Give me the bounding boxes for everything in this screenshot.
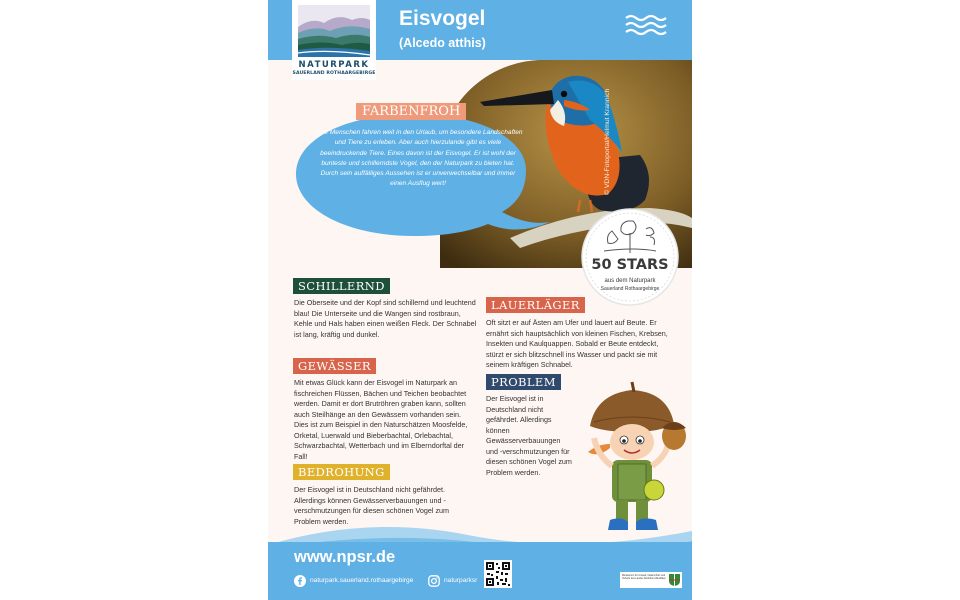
badge-title: 50 STARS — [591, 257, 669, 273]
instagram-icon[interactable] — [428, 575, 440, 587]
section-label-farbenfroh: FARBENFROH — [356, 103, 466, 120]
ministry-logo[interactable] — [620, 572, 682, 588]
section-text-problem: Der Eisvogel ist in Deutschland nicht gefährdet. Allerdings können Gewässerverbauungen und -verschmutzungen für diesen schönen Vogel zum Problem werden. — [486, 394, 572, 477]
ministry-name: Ministerium für Umwelt, Naturschutz und Verkehr des Landes Nordrhein-Westfalen — [622, 574, 666, 580]
waves-icon — [624, 13, 668, 37]
website-link[interactable]: www.npsr.de — [294, 548, 396, 566]
section-label-problem: PROBLEM — [486, 374, 561, 390]
badge-line2: Sauerland Rothaargebirge — [600, 286, 660, 292]
instagram-handle[interactable]: naturparksr — [444, 577, 478, 584]
section-label-schillernd: SCHILLERND — [293, 278, 390, 294]
facebook-icon[interactable] — [294, 575, 306, 587]
naturpark-logo[interactable] — [292, 0, 376, 80]
section-label-gewaesser: GEWÄSSER — [293, 358, 376, 374]
photo-credit: © VDN-Fotoportal/Helmut Krannich — [604, 88, 611, 195]
page-title: Eisvogel — [399, 7, 486, 30]
section-label-lauerlaeger: LAUERLÄGER — [486, 297, 585, 313]
section-text-lauerlaeger: Oft sitzt er auf Ästen am Ufer und lauert auf Beute. Er ernährt sich hauptsächlich von kleinen Fischen, Krebsen, Insekten und Kaulquappen. Sobald er Beute entdeckt, stürzt er sich blitzschnell ins Wasser und packt sie mit seinem kräftigen Schnabel. — [486, 318, 668, 369]
section-text-gewaesser: Mit etwas Glück kann der Eisvogel im Naturpark an fischreichen Flüssen, Bächen und Teichen beobachtet werden. Damit er dort Brutröhren graben kann, sollten auch Steilhänge an den Gewässern vorhanden sein. Dies ist zum Beispiel in den Naturschätzen Moosfelde, Orketal, Luerwald und Bieberbachtal, Orlebachtal, Schwarzbachtal, Wetterbach und im Elberndorftal der Fall! — [294, 378, 468, 461]
intro-text: Viele Menschen fahren weit in den Urlaub, um besondere Landschaften und Tiere zu erleben. Aber auch hierzulande gibt es viele beeindruckende Tiere. Eines davon ist der Eisvogel. Er ist wohl der bunteste und schillerndste Vogel, den der Naturpark zu bieten hat. Durch sein auffälliges Aussehen ist er unverwechselbar und immer einen Ausflug wert! — [313, 129, 523, 188]
mountain-landscape-icon — [298, 5, 370, 57]
qr-code-icon[interactable] — [484, 560, 512, 588]
intro-speech-bubble — [292, 100, 562, 246]
section-label-bedrohung: BEDROHUNG — [293, 464, 390, 480]
logo-wordmark: NATURPARK — [298, 60, 370, 70]
badge-line1: aus dem Naturpark — [604, 278, 656, 284]
nrw-coat-of-arms-icon — [669, 574, 680, 586]
footer — [268, 542, 692, 600]
poster — [268, 0, 692, 600]
logo-region: SAUERLAND ROTHAARGEBIRGE — [292, 71, 376, 76]
facebook-handle[interactable]: naturpark.sauerland.rothaargebirge — [310, 577, 414, 584]
page-subtitle: (Alcedo atthis) — [399, 36, 486, 50]
fifty-stars-badge — [580, 207, 680, 307]
section-text-schillernd: Die Oberseite und der Kopf sind schillernd und leuchtend blau! Die Unterseite und die Wangen sind rostbraun, Kehle und Hals haben einen weißen Fleck. Der Schnabel ist lang, kräftig und dunkel. — [294, 298, 477, 339]
section-text-bedrohung: Der Eisvogel ist in Deutschland nicht gefährdet. Allerdings können Gewässerverbauungen und -verschmutzungen für diesen schönen Vogel zum Problem werden. — [294, 485, 450, 526]
